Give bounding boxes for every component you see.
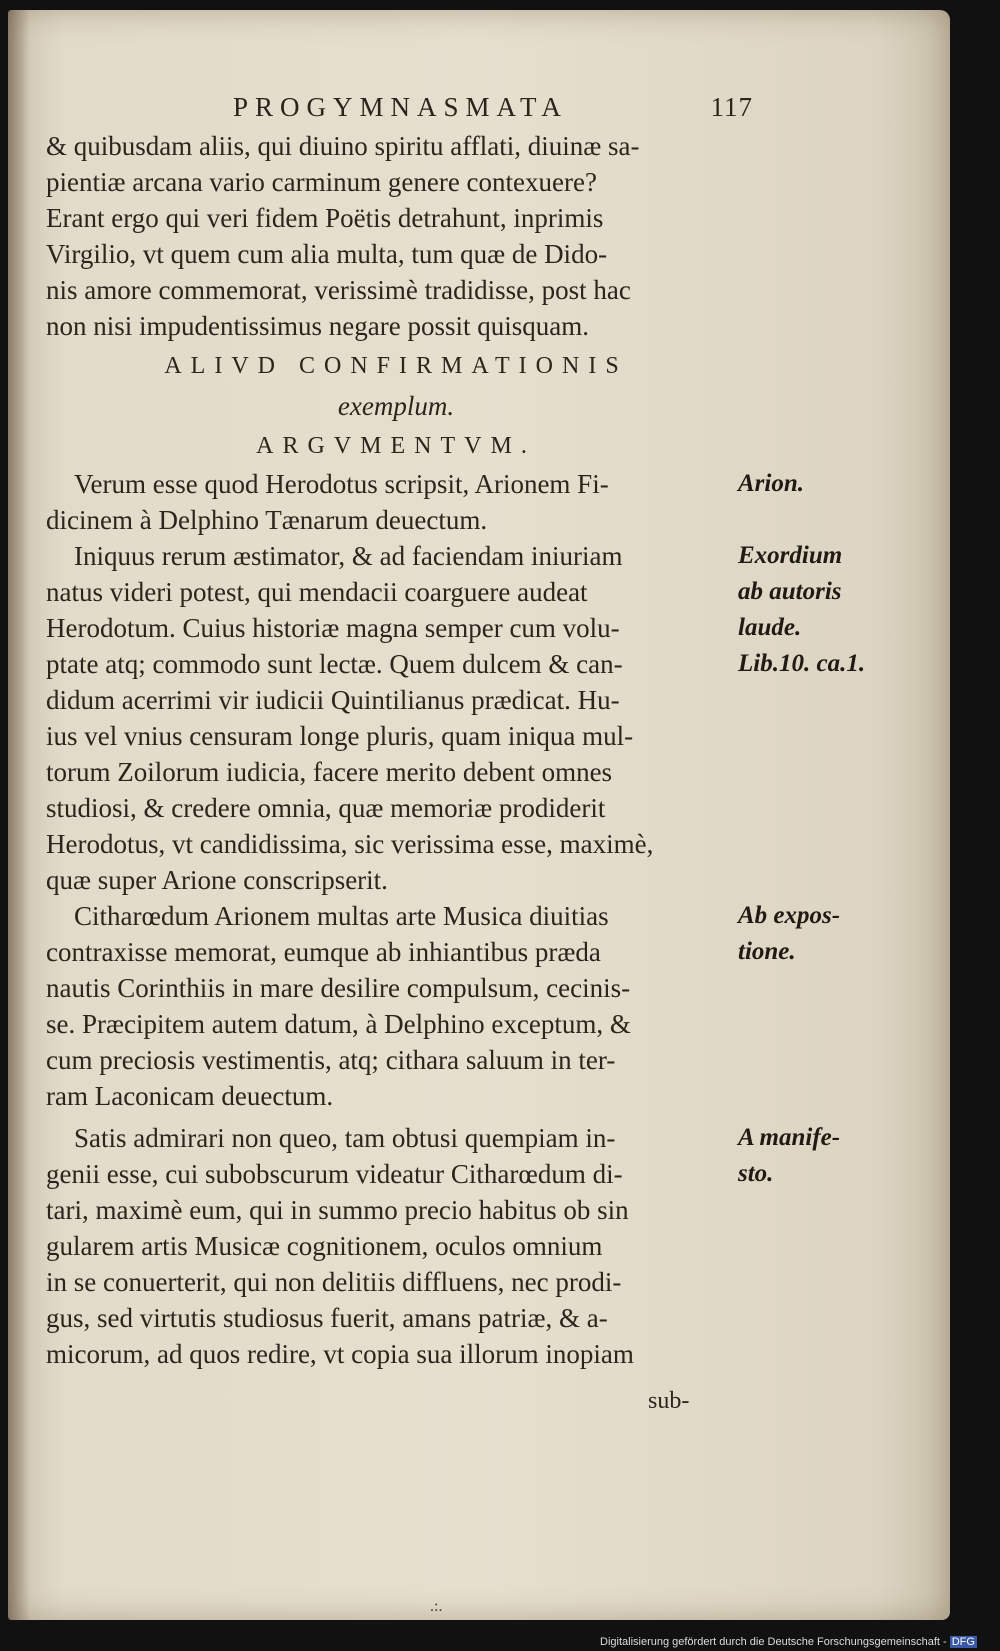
catchword: sub- [648, 1388, 690, 1414]
margin-note: Arion. [738, 470, 805, 497]
text-line: cum preciosis vestimentis, atq; cithara saluum in ter- [46, 1045, 616, 1075]
text-line: quæ super Arione conscripserit. [46, 865, 388, 895]
text-line: Iniquus rerum æstimator, & ad faciendam iniuriam [74, 541, 623, 571]
book-page [8, 10, 950, 1620]
text-line: nautis Corinthiis in mare desilire compulsum, cecinis- [46, 973, 631, 1003]
text-line: ram Laconicam deuectum. [46, 1081, 334, 1111]
margin-note: laude. [738, 614, 802, 641]
text-line: ptate atq; commodo sunt lectæ. Quem dulcem & can- [46, 649, 623, 679]
paragraph-3 [46, 1120, 746, 1372]
margin-note: Lib.10. ca.1. [738, 650, 866, 677]
running-title: PROGYMNASMATA [233, 92, 568, 122]
text-line: Virgilio, vt quem cum alia multa, tum quæ de Dido- [46, 239, 608, 269]
text-line: ius vel vnius censuram longe pluris, quam iniqua mul- [46, 721, 634, 751]
argument-text [46, 466, 746, 538]
dfg-logo: DFG [951, 1636, 975, 1648]
margin-note: Ab expos- [738, 902, 841, 929]
text-line: Herodotus, vt candidissima, sic verissima esse, maximè, [46, 829, 654, 859]
section-subheading: exemplum. [337, 391, 455, 421]
text-line: nis amore commemorat, verissimè tradidisse, post hac [46, 275, 631, 305]
text-line: Herodotum. Cuius historiæ magna semper cum volu- [46, 613, 620, 643]
paragraph-top [46, 128, 746, 344]
text-line: pientiæ arcana vario carminum genere contexuere? [46, 167, 597, 197]
text-line: genii esse, cui subobscurum videatur Citharœdum di- [46, 1159, 623, 1189]
text-line: gus, sed virtutis studiosus fuerit, amans patriæ, & a- [46, 1303, 608, 1333]
text-line: tari, maximè eum, qui in summo precio habitus ob sin [46, 1195, 629, 1225]
text-line: & quibusdam aliis, qui diuino spiritu afflati, diuinæ sa- [46, 131, 640, 161]
text-line: non nisi impudentissimus negare possit quisquam. [46, 311, 589, 341]
printer-mark: .:. [430, 1598, 443, 1615]
paragraph-2 [46, 898, 746, 1114]
section-heading: ALIVD CONFIRMATIONIS [164, 353, 628, 379]
text-line: gularem artis Musicæ cognitionem, oculos omnium [46, 1231, 603, 1261]
margin-note: A manife- [738, 1124, 841, 1151]
text-line: natus videri potest, qui mendacii coarguere audeat [46, 577, 588, 607]
margin-note: Exordium [738, 542, 843, 569]
digitization-credit [600, 1636, 977, 1648]
text-line: Citharœdum Arionem multas arte Musica diuitias [74, 901, 609, 931]
text-line: micorum, ad quos redire, vt copia sua illorum inopiam [46, 1339, 634, 1369]
margin-note: ab autoris [738, 578, 842, 605]
credit-text: Digitalisierung gefördert durch die Deutsche Forschungsgemeinschaft - [600, 1636, 947, 1648]
paragraph-1 [46, 538, 746, 898]
text-line: in se conuerterit, qui non delitiis diffluens, nec prodi- [46, 1267, 622, 1297]
text-line: torum Zoilorum iudicia, facere merito debent omnes [46, 757, 613, 787]
text-line: se. Præcipitem autem datum, à Delphino exceptum, & [46, 1009, 631, 1039]
text-line: studiosi, & credere omnia, quæ memoriæ prodiderit [46, 793, 606, 823]
text-line: contraxisse memorat, eumque ab inhiantibus præda [46, 937, 601, 967]
text-line: Erant ergo qui veri fidem Poëtis detrahunt, inprimis [46, 203, 604, 233]
margin-note: sto. [738, 1160, 774, 1187]
argument-heading: ARGVMENTVM. [256, 433, 536, 459]
margin-note: tione. [738, 938, 796, 965]
text-line: Verum esse quod Herodotus scripsit, Arionem Fi- [74, 469, 609, 499]
text-line: dicinem à Delphino Tænarum deuectum. [46, 505, 488, 535]
text-line: didum acerrimi vir iudicii Quintilianus prædicat. Hu- [46, 685, 620, 715]
text-line: Satis admirari non queo, tam obtusi quempiam in- [74, 1123, 616, 1153]
page-number: 117 [710, 92, 753, 122]
running-header [233, 92, 753, 123]
